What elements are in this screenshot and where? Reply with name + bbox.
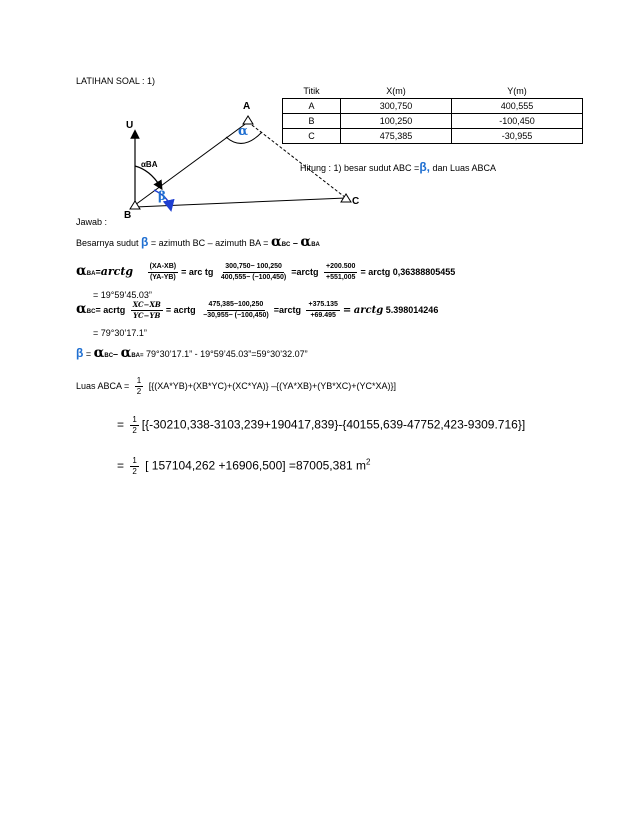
bc-sub: BC bbox=[86, 308, 96, 315]
alpha-symbol: α bbox=[238, 124, 249, 139]
page-title: LATIHAN SOAL : 1) bbox=[76, 76, 156, 86]
beta-result-rest: 79°30’17.1” - 19°59’45.03”=59°30’32.07” bbox=[143, 349, 308, 359]
bc-arctg: arctg bbox=[353, 304, 384, 316]
ba-alpha: α bbox=[76, 262, 87, 279]
beta-result-eq: = bbox=[83, 349, 94, 359]
alpha-ba-label: αBA bbox=[141, 160, 158, 169]
area3-eq: = bbox=[117, 458, 128, 473]
ba-fraction-diff: $\frac{+200.500}{+551,005}$ bbox=[326, 263, 356, 281]
area2-eq: = bbox=[117, 417, 128, 432]
area3-sup: 2 bbox=[366, 457, 371, 467]
cell-titik: B bbox=[283, 114, 341, 129]
beta-alpha2: α bbox=[120, 345, 132, 361]
bc-fraction-diff: $\frac{+375.135}{+69.495}$ bbox=[308, 301, 338, 319]
area-formula-text: [{(XA*YB)+(XB*YC)+(XC*YA)} –{(YA*XB)+(YB*XC)+(YC*XA)}] bbox=[146, 380, 397, 391]
cell-titik: C bbox=[283, 129, 341, 144]
azimuth-ba-equation bbox=[76, 262, 455, 283]
azimuth-ba-degrees: = 19°59’45.03” bbox=[93, 290, 152, 300]
azimuth-bc-degrees: = 79°30’17.1” bbox=[93, 328, 147, 338]
beta-symbol: β bbox=[158, 189, 166, 203]
def-alpha1: α bbox=[270, 234, 282, 250]
ba-fraction-symbolic: $\frac{(XA-XB)}{(YA-YB)}$ bbox=[149, 263, 177, 281]
beta-result-symbol: β bbox=[76, 346, 84, 360]
area-prefix: Luas ABCA = bbox=[76, 380, 132, 391]
ba-eq2: = arc tg bbox=[181, 266, 214, 277]
bc-eq3: =arctg bbox=[273, 304, 301, 315]
header-titik: Titik bbox=[283, 84, 341, 99]
def-sub2: BA bbox=[311, 242, 320, 248]
answer-heading: Jawab : bbox=[76, 217, 108, 227]
alpha-ba-arc bbox=[135, 166, 160, 186]
beta-alpha1: α bbox=[93, 345, 105, 361]
cell-y: -100,450 bbox=[452, 114, 583, 129]
bc-alpha: α bbox=[76, 300, 87, 317]
area3-half-fraction: $\frac{1}{2}$ bbox=[132, 456, 137, 476]
bc-eq2: = acrtg bbox=[165, 304, 196, 315]
label-a: A bbox=[243, 101, 251, 112]
ba-result: = arctg 0,36388805455 bbox=[360, 266, 456, 277]
ba-fraction-values: $\frac{300,750- 100,250}{400,555- (-100,450)}$ bbox=[220, 263, 287, 281]
area-half-fraction: $\frac{1}{2}$ bbox=[136, 376, 142, 396]
area3-formula: [ 157104,262 +16906,500] =87005,381 m bbox=[141, 458, 366, 473]
area-result bbox=[117, 456, 370, 477]
azimuth-bc-equation bbox=[76, 300, 438, 321]
label-c: C bbox=[352, 196, 360, 207]
def-sub1: BC bbox=[281, 242, 291, 248]
area-substitution bbox=[117, 415, 525, 436]
question-text bbox=[300, 160, 496, 174]
cell-y: 400,555 bbox=[452, 99, 583, 114]
label-u: U bbox=[126, 120, 134, 131]
area2-half-fraction: $\frac{1}{2}$ bbox=[132, 415, 137, 435]
cell-titik: A bbox=[283, 99, 341, 114]
area2-formula: [{-30210,338-3103,239+190417,839}-{40155,639-47752,423-9309.716}] bbox=[141, 417, 526, 432]
bc-fraction-symbolic: $\frac{XC-XB}{YC-YB}$ bbox=[132, 300, 161, 320]
beta-sub2: BA= bbox=[131, 353, 144, 359]
cell-y: -30,955 bbox=[452, 129, 583, 144]
beta-dash: – bbox=[113, 349, 121, 359]
area-formula bbox=[76, 376, 396, 397]
bc-eq4: = bbox=[342, 304, 352, 316]
question-suffix: dan Luas ABCA bbox=[430, 163, 497, 173]
beta-result bbox=[76, 345, 308, 361]
beta-sub1: BC bbox=[104, 353, 114, 359]
ba-eq3: =arctg bbox=[291, 266, 319, 277]
label-b: B bbox=[124, 210, 132, 221]
def-prefix: Besarnya sudut bbox=[76, 238, 142, 248]
question-prefix: Hitung : 1) besar sudut ABC = bbox=[300, 163, 420, 173]
question-beta: β, bbox=[419, 160, 430, 174]
bc-eq: = acrtg bbox=[95, 304, 126, 315]
cell-x: 475,385 bbox=[341, 129, 452, 144]
header-y: Y(m) bbox=[452, 84, 583, 99]
ba-sub: BA bbox=[86, 270, 96, 277]
cell-x: 100,250 bbox=[341, 114, 452, 129]
cell-x: 300,750 bbox=[341, 99, 452, 114]
def-alpha2: α bbox=[300, 234, 312, 250]
point-a-marker bbox=[243, 116, 253, 124]
bc-result: 5.398014246 bbox=[385, 304, 439, 315]
header-x: X(m) bbox=[341, 84, 452, 99]
ba-arctg: arctg bbox=[100, 264, 134, 278]
def-dash: – bbox=[290, 238, 301, 248]
ba-eq: = bbox=[95, 266, 101, 277]
def-beta: β bbox=[141, 235, 149, 249]
angle-definition bbox=[76, 234, 320, 250]
bc-fraction-values: $\frac{475,385-100,250}{-30,955- (-100,450)}$ bbox=[203, 301, 269, 319]
def-mid: = azimuth BC – azimuth BA = bbox=[148, 238, 271, 248]
